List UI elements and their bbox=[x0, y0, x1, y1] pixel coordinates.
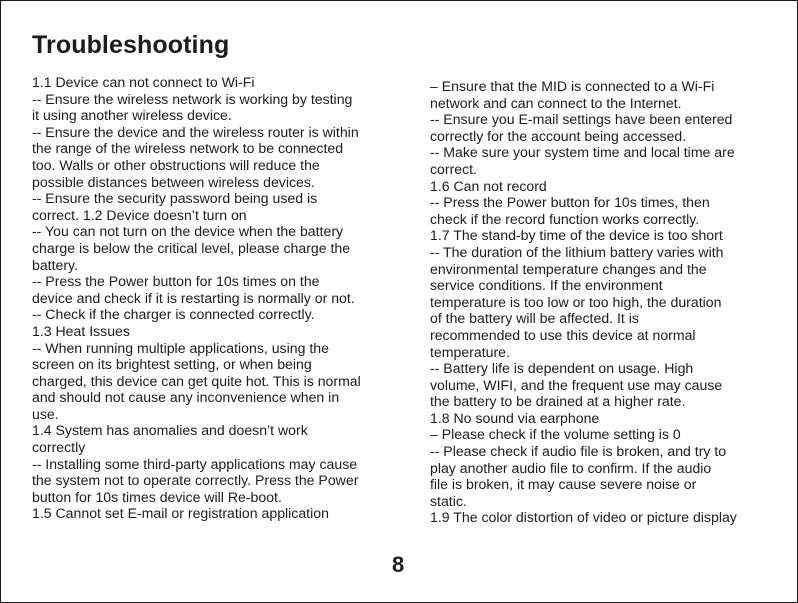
text-line: -- Press the Power button for 10s times on the bbox=[32, 273, 320, 290]
text-line: it using another wireless device. bbox=[32, 107, 232, 124]
text-line: check if the record function works correctly. bbox=[430, 210, 700, 227]
text-line: temperature is too low or too high, the duration bbox=[430, 293, 722, 310]
text-line: static. bbox=[430, 492, 467, 509]
text-line: the system not to operate correctly. Press the Power bbox=[32, 472, 359, 489]
text-line: -- Ensure you E-mail settings have been entered bbox=[430, 111, 733, 128]
text-line: 1.1 Device can not connect to Wi-Fi bbox=[32, 74, 255, 90]
text-line: correct. 1.2 Device doesn’t turn on bbox=[32, 206, 247, 223]
text-line: -- Installing some third-party applications may cause bbox=[32, 455, 358, 472]
section-heading: 1.9 The color distortion of video or picture display bbox=[430, 509, 737, 526]
text-line: – Ensure that the MID is connected to a Wi-Fi bbox=[430, 78, 715, 94]
section-heading: 1.6 Can not record bbox=[430, 177, 547, 194]
text-line: correctly bbox=[32, 439, 86, 456]
text-line: charged, this device can get quite hot. This is normal bbox=[32, 372, 361, 389]
section-heading: 1.4 System has anomalies and doesn’t work bbox=[32, 422, 308, 439]
section-heading: 1.7 The stand-by time of the device is too short bbox=[430, 227, 723, 244]
text-line: charge is below the critical level, please charge the bbox=[32, 239, 351, 256]
text-line: -- Ensure the wireless network is working by testing bbox=[32, 90, 353, 107]
text-line: temperature. bbox=[430, 343, 510, 360]
text-line: -- The duration of the lithium battery varies with bbox=[430, 243, 724, 260]
text-line: and should not cause any inconvenience when in bbox=[32, 389, 340, 406]
text-line: play another audio file to confirm. If the audio bbox=[430, 459, 712, 476]
text-line: the range of the wireless network to be connected bbox=[32, 140, 344, 157]
text-line: device and check if it is restarting is normally or not. bbox=[32, 289, 355, 306]
text-line: -- Press the Power button for 10s times, then bbox=[430, 194, 710, 211]
text-line: -- Please check if audio file is broken, and try to bbox=[430, 443, 727, 460]
text-line: too. Walls or other obstructions will reduce the bbox=[32, 156, 320, 173]
text-line: volume, WIFI, and the frequent use may cause bbox=[430, 376, 723, 393]
text-line: use. bbox=[32, 405, 59, 422]
text-line: – Please check if the volume setting is 0 bbox=[430, 426, 681, 443]
right-column bbox=[430, 78, 760, 526]
text-line: possible distances between wireless devices. bbox=[32, 173, 315, 190]
section-heading: 1.5 Cannot set E-mail or registration application bbox=[32, 505, 329, 522]
page-title: Troubleshooting bbox=[32, 31, 230, 59]
text-line: the battery to be drained at a higher rate. bbox=[430, 393, 686, 410]
text-line: correctly for the account being accessed. bbox=[430, 127, 687, 144]
text-line: battery. bbox=[32, 256, 78, 273]
text-line: network and can connect to the Internet. bbox=[430, 94, 682, 111]
text-line: -- Ensure the security password being used is bbox=[32, 190, 318, 207]
section-heading: 1.3 Heat Issues bbox=[32, 322, 130, 339]
text-line: -- Check if the charger is connected correctly. bbox=[32, 306, 315, 323]
page-number: 8 bbox=[392, 552, 405, 577]
text-line: service conditions. If the environment bbox=[430, 277, 663, 294]
text-line: -- You can not turn on the device when the battery bbox=[32, 223, 344, 240]
text-line: file is broken, it may cause severe noise or bbox=[430, 476, 697, 493]
text-line: -- Make sure your system time and local time are bbox=[430, 144, 735, 161]
text-line: -- When running multiple applications, using the bbox=[32, 339, 329, 356]
text-line: -- Ensure the device and the wireless router is within bbox=[32, 123, 359, 140]
text-line: recommended to use this device at normal bbox=[430, 326, 696, 343]
text-line: -- Battery life is dependent on usage. High bbox=[430, 360, 694, 377]
section-heading: 1.8 No sound via earphone bbox=[430, 409, 600, 426]
text-line: screen on its brightest setting, or when being bbox=[32, 356, 312, 373]
text-line: button for 10s times device will Re-boot. bbox=[32, 488, 282, 505]
text-line: of the battery will be affected. It is bbox=[430, 310, 639, 327]
text-line: environmental temperature changes and the bbox=[430, 260, 707, 277]
text-line: correct. bbox=[430, 160, 477, 177]
left-column bbox=[32, 74, 377, 522]
